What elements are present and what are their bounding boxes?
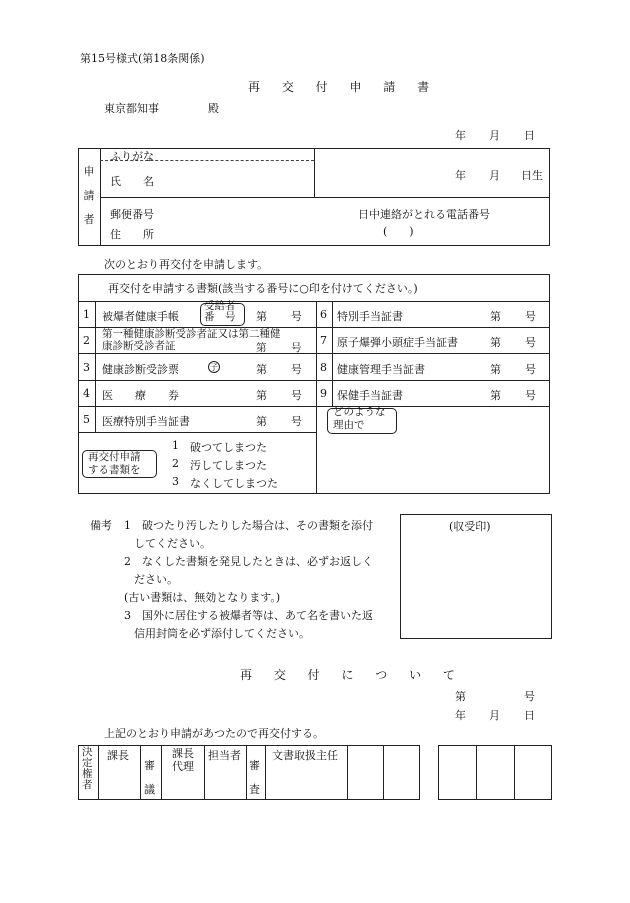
item-9-dai: 第 [490, 389, 501, 402]
note-line-5: (古い書類は、無効となります。) [124, 591, 281, 604]
item-5-no: 5 [83, 413, 90, 426]
birth-day: 日生 [521, 169, 543, 182]
note-line-2: してください。 [134, 537, 211, 550]
reason-2-text: 汚してしまつた [190, 459, 267, 472]
kacho-dairi-label: 課長 代理 [172, 747, 194, 773]
reason-2-no: 2 [172, 457, 179, 470]
phone-paren: ( ) [383, 225, 414, 238]
birth-month: 月 [489, 169, 500, 182]
date-year: 年 [455, 129, 466, 142]
birth-year: 年 [455, 169, 466, 182]
reissue-text: 上記のとおり申請があつたので再交付する。 [104, 727, 324, 740]
shingi-label-1: 審 [144, 759, 155, 772]
reason-3-text: なくしてしまつた [190, 477, 278, 490]
reissue-date-month: 月 [489, 709, 500, 722]
date-month: 月 [489, 129, 500, 142]
furigana-label: ふりがな [110, 150, 154, 163]
item-2-name: 第一種健康診断受診者証又は第二種健 康診断受診者証 [102, 328, 281, 352]
address-label: 住 所 [110, 228, 154, 241]
date-day: 日 [524, 129, 535, 142]
shinsa-label-2: 査 [249, 783, 260, 796]
notes-label: 備考 [90, 519, 112, 532]
item-9-go: 号 [525, 389, 536, 402]
item-4-dai: 第 [256, 389, 267, 402]
form-id: 第15号様式(第18条関係) [80, 52, 205, 65]
item-1-go: 号 [291, 310, 302, 323]
bunsho-label: 文書取扱主任 [272, 749, 338, 762]
shingi-label-2: 議 [144, 783, 155, 796]
addressee-honorific: 殿 [208, 102, 219, 115]
tantosha-label: 担当者 [208, 749, 241, 762]
kacho-label: 課長 [107, 749, 129, 762]
reason-3-no: 3 [172, 475, 179, 488]
item-4-no: 4 [83, 387, 90, 400]
recipient-no-label: 受給者 番 号 [204, 300, 236, 323]
doc-table-header: 再交付を申請する書類(該当する番号に○印を付けてください。) [108, 282, 418, 295]
item-2-dai: 第 [256, 342, 267, 354]
item-3-dai: 第 [256, 363, 267, 376]
note-line-6: 3 国外に居住する被爆者等は、あて名を書いた返 [124, 609, 373, 622]
item-4-name: 医 療 券 [102, 389, 179, 402]
reissue-date-year: 年 [455, 709, 466, 722]
ko-circle-mark: 子 [210, 363, 218, 372]
note-line-3: 2 なくした書類を発見したときは、必ずお返しく [124, 555, 373, 568]
item-8-go: 号 [525, 363, 536, 376]
reissue-no-dai: 第 [455, 690, 466, 703]
phone-label: 日中連絡がとれる電話番号 [358, 208, 490, 221]
intro-text: 次のとおり再交付を申請します。 [104, 258, 269, 271]
note-line-4: ださい。 [134, 573, 178, 586]
item-7-dai: 第 [490, 336, 501, 349]
item-8-dai: 第 [490, 363, 501, 376]
item-4-go: 号 [291, 389, 302, 402]
item-3-name: 健康診断受診票 [102, 363, 179, 376]
approval-table-right [438, 745, 552, 800]
note-line-1: 1 破つたり汚したりした場合は、その書類を添付 [124, 519, 373, 532]
item-9-no: 9 [320, 387, 327, 400]
item-3-go: 号 [291, 363, 302, 376]
name-label: 氏 名 [110, 175, 154, 188]
item-6-go: 号 [525, 310, 536, 323]
reissue-no-go: 号 [524, 690, 535, 703]
item-7-go: 号 [525, 336, 536, 349]
note-line-7: 信用封筒を必ず添付してください。 [134, 627, 310, 640]
item-2-go: 号 [291, 342, 302, 354]
item-7-no: 7 [320, 334, 327, 347]
shinsa-label-1: 審 [249, 759, 260, 772]
item-5-dai: 第 [256, 415, 267, 428]
applicant-side-label: 申 請 者 [83, 165, 95, 226]
reason-1-no: 1 [172, 439, 179, 452]
reason-label: どのような 理由で [333, 406, 386, 431]
request-label: 再交付申請 する書類を [88, 451, 141, 476]
item-5-go: 号 [291, 415, 302, 428]
item-9-name: 保健手当証書 [337, 389, 403, 402]
receipt-stamp-label: (収受印) [449, 520, 491, 533]
item-7-name: 原子爆弾小頭症手当証書 [337, 336, 458, 349]
item-6-name: 特別手当証書 [337, 310, 403, 323]
item-6-dai: 第 [490, 310, 501, 323]
page-title: 再 交 付 申 請 書 [248, 80, 439, 94]
item-3-no: 3 [83, 361, 90, 374]
item-1-name: 被爆者健康手帳 [102, 310, 179, 323]
item-6-no: 6 [320, 308, 327, 321]
item-5-name: 医療特別手当証書 [102, 415, 190, 428]
item-2-no: 2 [83, 334, 90, 347]
item-1-no: 1 [83, 308, 90, 321]
addressee-name: 東京都知事 [104, 102, 159, 115]
item-1-dai: 第 [256, 310, 267, 323]
reason-1-text: 破つてしまつた [190, 441, 267, 454]
reissue-title: 再 交 付 に つ い て [240, 668, 464, 682]
item-8-no: 8 [320, 361, 327, 374]
postal-label: 郵便番号 [110, 208, 154, 221]
authority-label: 決 定 権 者 [82, 746, 93, 791]
item-8-name: 健康管理手当証書 [337, 363, 425, 376]
reissue-date-day: 日 [524, 709, 535, 722]
